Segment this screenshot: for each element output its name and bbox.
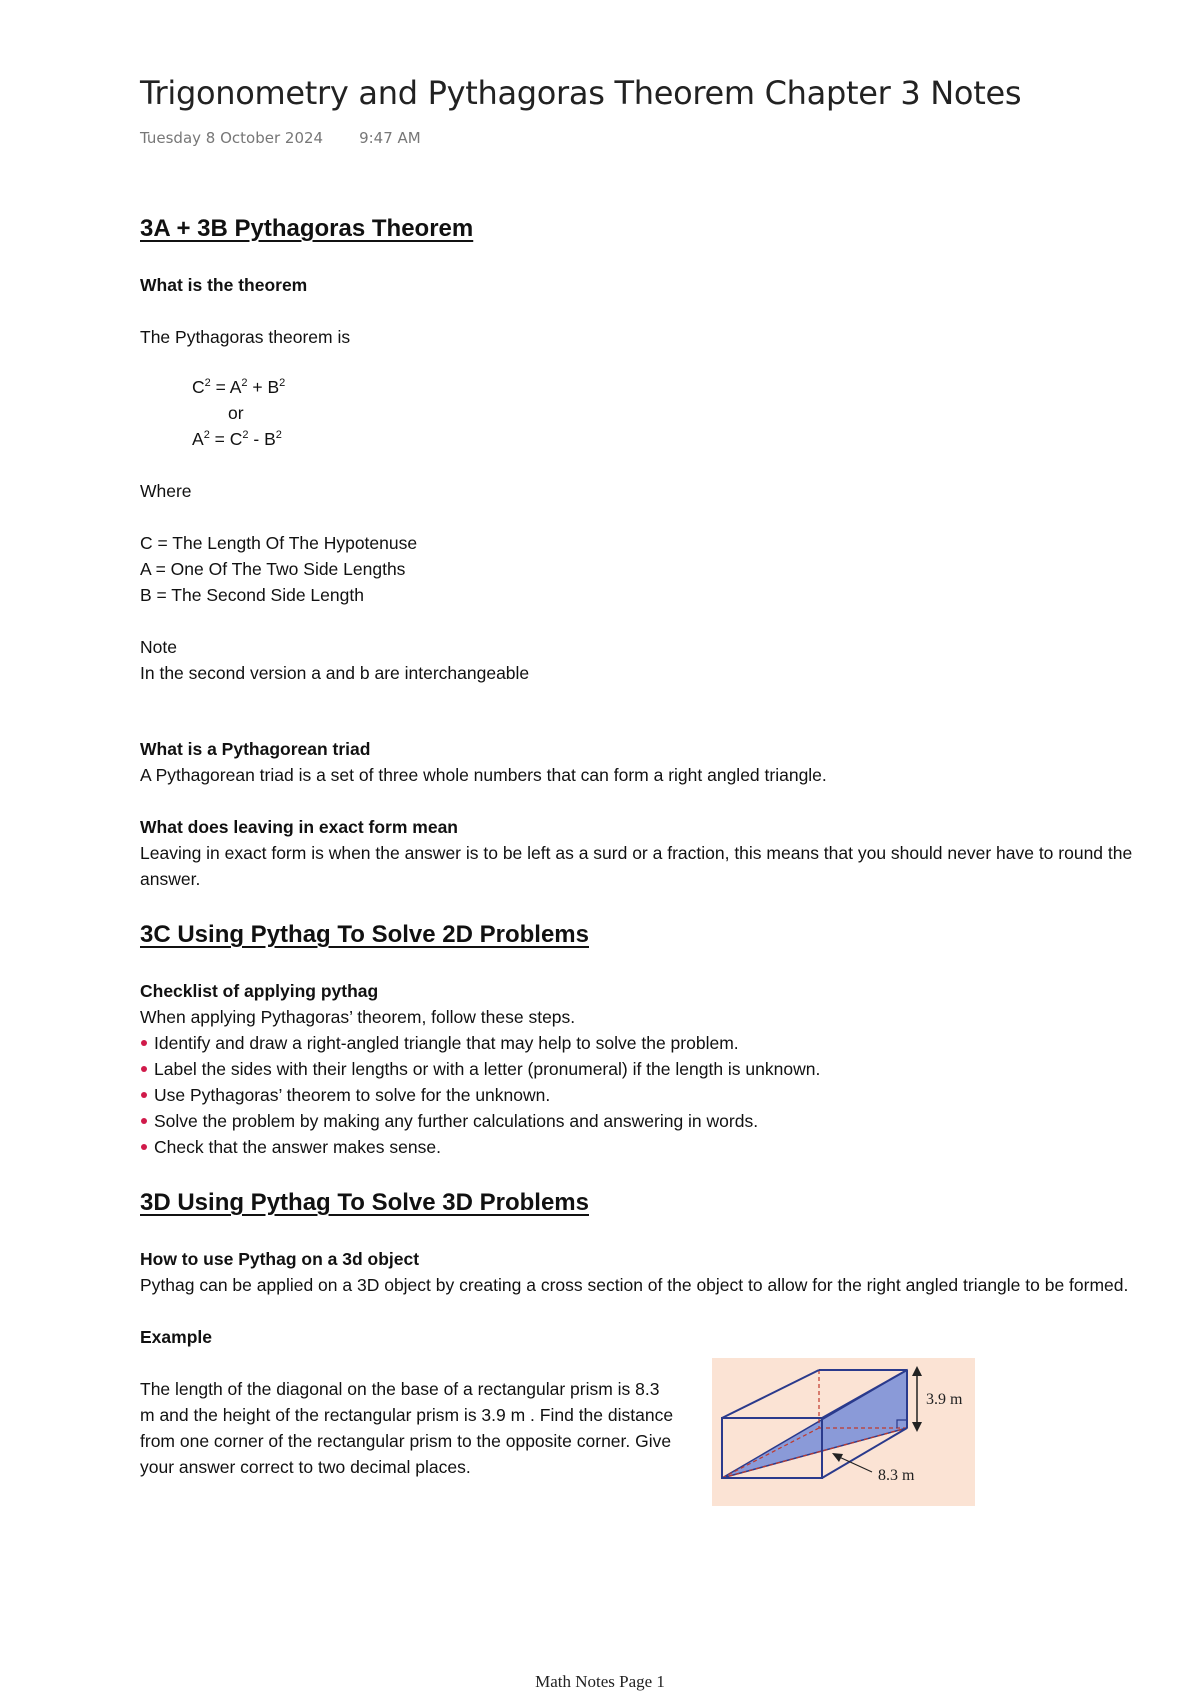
question-exact-form: What does leaving in exact form mean [140,817,458,837]
answer-3d-object: Pythag can be applied on a 3D object by creating a cross section of the object to allow for the right angled triangle to be formed. [140,1275,1129,1295]
note-text: In the second version a and b are interchangeable [140,663,530,683]
where-label: Where [140,481,192,501]
definition-a: A = One Of The Two Side Lengths [140,559,406,579]
heading-3a-3b: 3A + 3B Pythagoras Theorem [140,215,474,242]
equation-or: or [228,403,244,423]
height-arrow-head-top [912,1366,922,1376]
equation-2: $A^2 = C^2 - B^2$ [192,429,282,449]
question-3d-object: How to use Pythag on a 3d object [140,1249,420,1269]
heading-3c: 3C Using Pythag To Solve 2D Problems [140,921,589,948]
page-title: Trigonometry and Pythagoras Theorem Chapter 3 Notes [140,74,1022,112]
prism-diagram [712,1358,975,1506]
height-arrow-head-bottom [912,1422,922,1432]
list-item: Check that the answer makes sense. [140,1134,1185,1160]
heading-3d: 3D Using Pythag To Solve 3D Problems [140,1189,589,1216]
answer-exact-form: Leaving in exact form is when the answer is to be left as a surd or a fraction, this means that you should never have to round the answer. [140,843,1133,889]
equation-1: $C^2 = A^2 + B^2$ [192,377,286,397]
definition-c: C = The Length Of The Hypotenuse [140,533,418,553]
prism-edge [722,1370,819,1418]
answer-pythagorean-triad: A Pythagorean triad is a set of three whole numbers that can form a right angled triangle. [140,765,827,785]
list-item: Use Pythagoras’ theorem to solve for the unknown. [140,1082,1185,1108]
notes-content [140,212,1185,1526]
note-label: Note [140,637,177,657]
question-what-is-theorem: What is the theorem [140,275,308,295]
page-date: Tuesday 8 October 2024 [140,129,324,147]
list-item: Solve the problem by making any further calculations and answering in words. [140,1108,1185,1134]
height-label: 3.9 m [926,1391,963,1408]
theorem-intro: The Pythagoras theorem is [140,327,351,347]
diagonal-label: 8.3 m [878,1467,915,1484]
question-pythagorean-triad: What is a Pythagorean triad [140,739,371,759]
example-text: The length of the diagonal on the base of a rectangular prism is 8.3 m and the height of the rectangular prism is 3.9 m . Find the distance from one corner of the rectangular prism to the opposite corner. Give your answer correct to two decimal places. [140,1379,674,1477]
example-row [140,1376,1185,1526]
page-time: 9:47 AM [359,129,421,147]
list-item: Identify and draw a right-angled triangle that may help to solve the problem. [140,1030,1185,1056]
page-footer: Math Notes Page 1 [535,1672,665,1691]
checklist-intro: When applying Pythagoras’ theorem, follow these steps. [140,1007,576,1027]
example-label: Example [140,1327,212,1347]
question-checklist: Checklist of applying pythag [140,981,379,1001]
checklist [140,1030,1185,1160]
list-item: Label the sides with their lengths or with a letter (pronumeral) if the length is unknown. [140,1056,1185,1082]
prism-figure [712,1358,975,1506]
definition-b: B = The Second Side Length [140,585,364,605]
page-datetime [140,129,421,147]
